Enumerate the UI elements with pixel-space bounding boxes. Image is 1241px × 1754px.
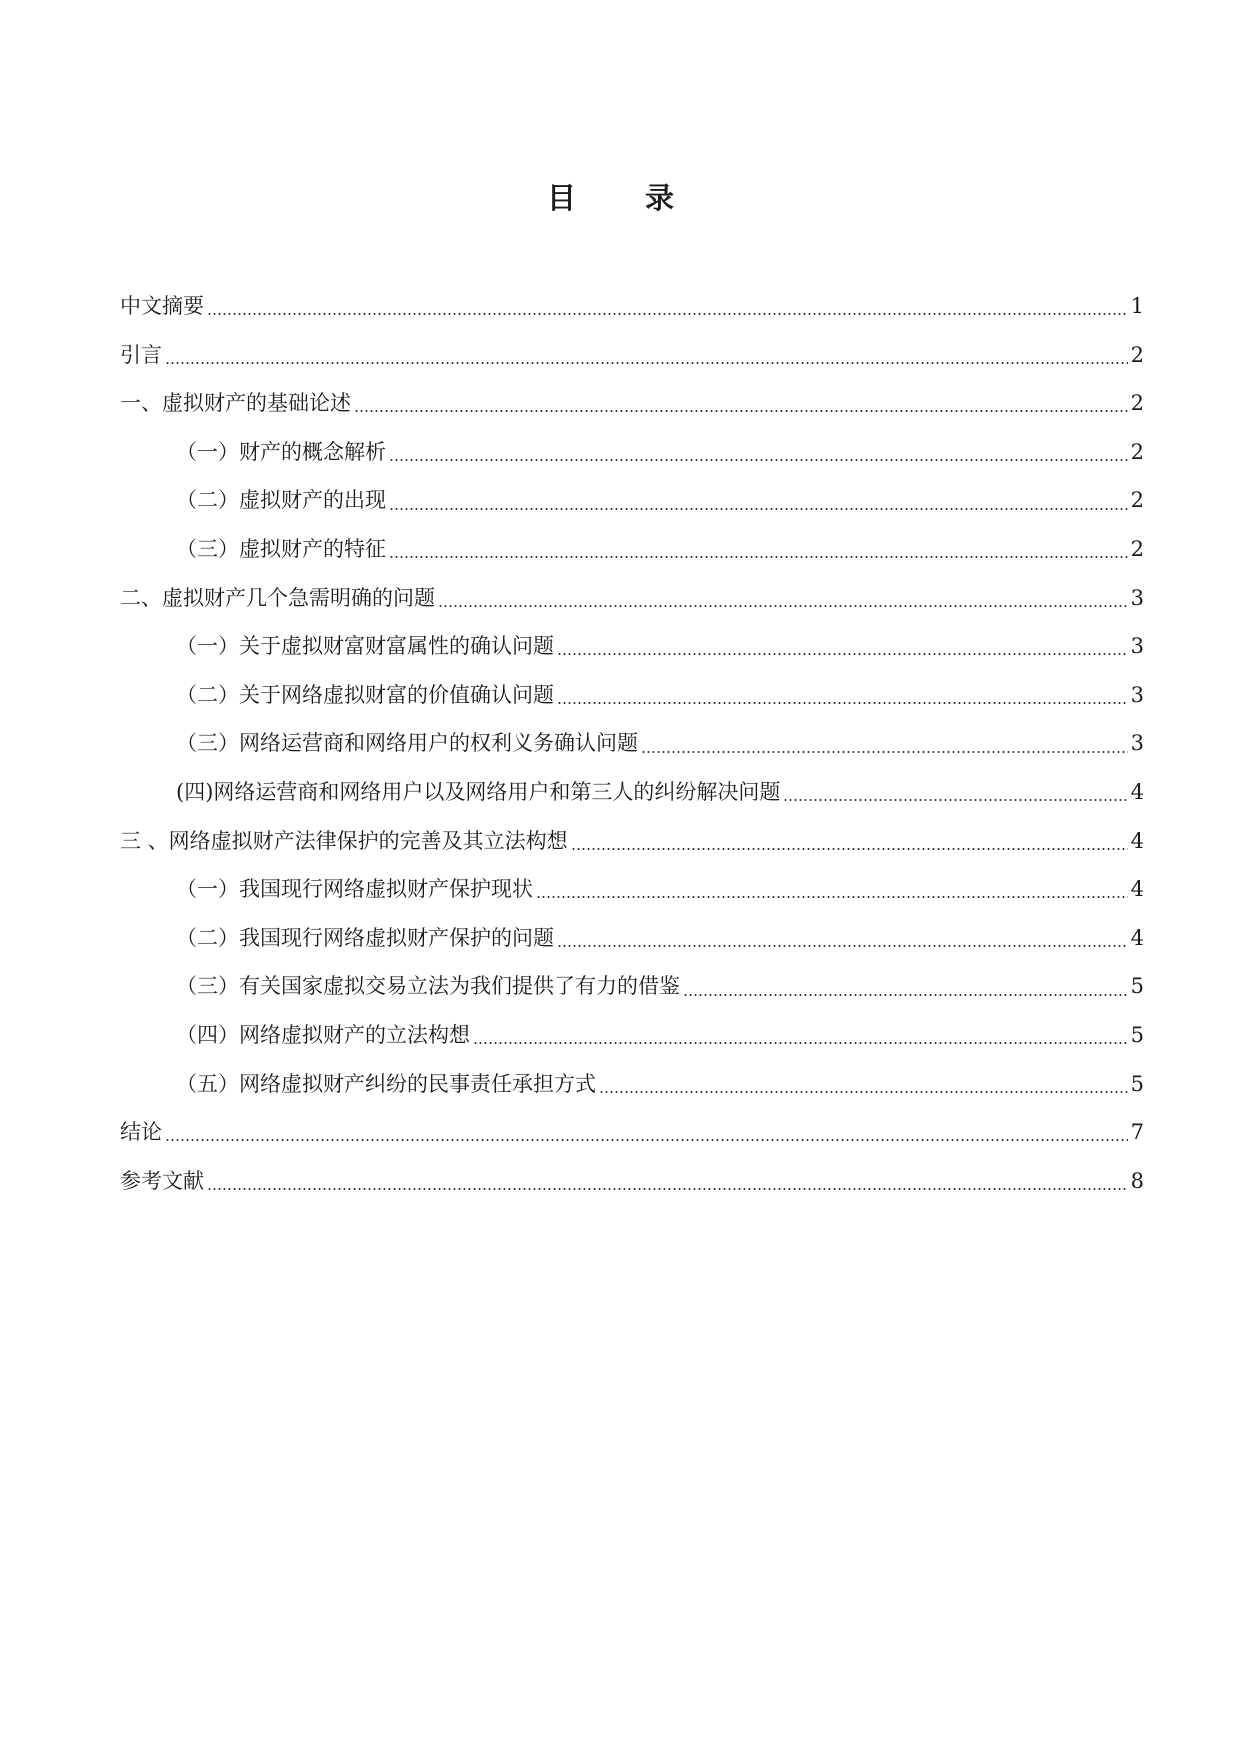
toc-entry-page-number: 2 bbox=[1130, 536, 1144, 561]
toc-entry-page-number: 5 bbox=[1130, 974, 1144, 999]
toc-entry[interactable] bbox=[120, 282, 1144, 331]
toc-dot-leader bbox=[389, 556, 1128, 558]
toc-entry-label: （一）关于虚拟财富财富属性的确认问题 bbox=[176, 634, 554, 659]
toc-entry-label: 中文摘要 bbox=[120, 294, 204, 318]
toc-entry[interactable] bbox=[120, 1011, 1144, 1060]
toc-entry[interactable] bbox=[120, 428, 1144, 477]
toc-title: 目 录 bbox=[546, 181, 694, 215]
toc-entry[interactable] bbox=[120, 622, 1144, 671]
toc-entry-page-number: 2 bbox=[1130, 342, 1144, 367]
toc-entry-page-number: 2 bbox=[1130, 439, 1144, 464]
toc-entry[interactable] bbox=[120, 1157, 1144, 1206]
toc-entry-page-number: 2 bbox=[1130, 488, 1144, 513]
toc-entry[interactable] bbox=[120, 574, 1144, 623]
toc-entry[interactable] bbox=[120, 1060, 1144, 1109]
toc-dot-leader bbox=[389, 508, 1128, 510]
toc-entry-label: （五）网络虚拟财产纠纷的民事责任承担方式 bbox=[176, 1071, 596, 1096]
toc-entry-label: (四)网络运营商和网络用户以及网络用户和第三人的纠纷解决问题 bbox=[176, 779, 781, 804]
toc-entry-label: （四）网络虚拟财产的立法构想 bbox=[176, 1022, 470, 1047]
toc-entry[interactable] bbox=[120, 817, 1144, 866]
toc-entry[interactable] bbox=[120, 865, 1144, 914]
toc-entry-page-number: 5 bbox=[1130, 1071, 1144, 1096]
toc-dot-leader bbox=[536, 896, 1128, 898]
toc-entry-page-number: 7 bbox=[1130, 1120, 1144, 1145]
toc-entry-label: （一）我国现行网络虚拟财产保护现状 bbox=[176, 877, 533, 902]
toc-entry-page-number: 4 bbox=[1130, 877, 1144, 902]
toc-dot-leader bbox=[557, 653, 1128, 655]
toc-entry-page-number: 4 bbox=[1130, 779, 1144, 804]
toc-entry[interactable] bbox=[120, 1108, 1144, 1157]
toc-entry-label: （二）关于网络虚拟财富的价值确认问题 bbox=[176, 682, 554, 707]
toc-dot-leader bbox=[389, 459, 1128, 461]
toc-dot-leader bbox=[571, 848, 1128, 850]
toc-entry-page-number: 1 bbox=[1130, 294, 1144, 318]
toc-entry-label: 引言 bbox=[120, 342, 162, 367]
toc-dot-leader bbox=[165, 362, 1128, 364]
toc-entry[interactable] bbox=[120, 671, 1144, 720]
toc-entry[interactable] bbox=[120, 525, 1144, 574]
toc-entry[interactable] bbox=[120, 476, 1144, 525]
toc-entry[interactable] bbox=[120, 768, 1144, 817]
toc-dot-leader bbox=[473, 1042, 1128, 1044]
toc-entry-label: （二）我国现行网络虚拟财产保护的问题 bbox=[176, 925, 554, 950]
toc-entry-page-number: 4 bbox=[1130, 925, 1144, 950]
toc-entry[interactable] bbox=[120, 379, 1144, 428]
toc-entry-label: 三 、网络虚拟财产法律保护的完善及其立法构想 bbox=[120, 828, 568, 853]
toc-dot-leader bbox=[165, 1139, 1128, 1141]
toc-dot-leader bbox=[557, 945, 1128, 947]
toc-entry-label: （三）网络运营商和网络用户的权利义务确认问题 bbox=[176, 731, 638, 756]
toc-entry-page-number: 4 bbox=[1130, 828, 1144, 853]
toc-dot-leader bbox=[207, 313, 1128, 315]
table-of-contents bbox=[120, 282, 1144, 1205]
toc-dot-leader bbox=[557, 702, 1128, 704]
toc-entry-label: （一）财产的概念解析 bbox=[176, 439, 386, 464]
toc-entry[interactable] bbox=[120, 719, 1144, 768]
toc-entry-label: （二）虚拟财产的出现 bbox=[176, 488, 386, 513]
toc-entry-label: 二、虚拟财产几个急需明确的问题 bbox=[120, 585, 435, 610]
toc-dot-leader bbox=[354, 410, 1128, 412]
toc-dot-leader bbox=[207, 1188, 1128, 1190]
toc-dot-leader bbox=[683, 994, 1128, 996]
toc-dot-leader bbox=[641, 751, 1128, 753]
toc-entry-label: （三）虚拟财产的特征 bbox=[176, 536, 386, 561]
toc-entry[interactable] bbox=[120, 914, 1144, 963]
toc-entry-page-number: 3 bbox=[1130, 634, 1144, 659]
toc-entry-label: 参考文献 bbox=[120, 1168, 204, 1193]
toc-dot-leader bbox=[599, 1091, 1128, 1093]
toc-entry-label: （三）有关国家虚拟交易立法为我们提供了有力的借鉴 bbox=[176, 974, 680, 999]
toc-dot-leader bbox=[783, 799, 1127, 801]
toc-entry-page-number: 2 bbox=[1130, 391, 1144, 416]
toc-entry[interactable] bbox=[120, 331, 1144, 380]
toc-entry-page-number: 3 bbox=[1130, 731, 1144, 756]
toc-entry-label: 一、虚拟财产的基础论述 bbox=[120, 391, 351, 416]
toc-entry-page-number: 3 bbox=[1130, 682, 1144, 707]
toc-entry-page-number: 8 bbox=[1130, 1168, 1144, 1193]
toc-entry-page-number: 5 bbox=[1130, 1022, 1144, 1047]
toc-dot-leader bbox=[438, 605, 1128, 607]
toc-entry-label: 结论 bbox=[120, 1120, 162, 1145]
toc-entry-page-number: 3 bbox=[1130, 585, 1144, 610]
toc-entry[interactable] bbox=[120, 962, 1144, 1011]
